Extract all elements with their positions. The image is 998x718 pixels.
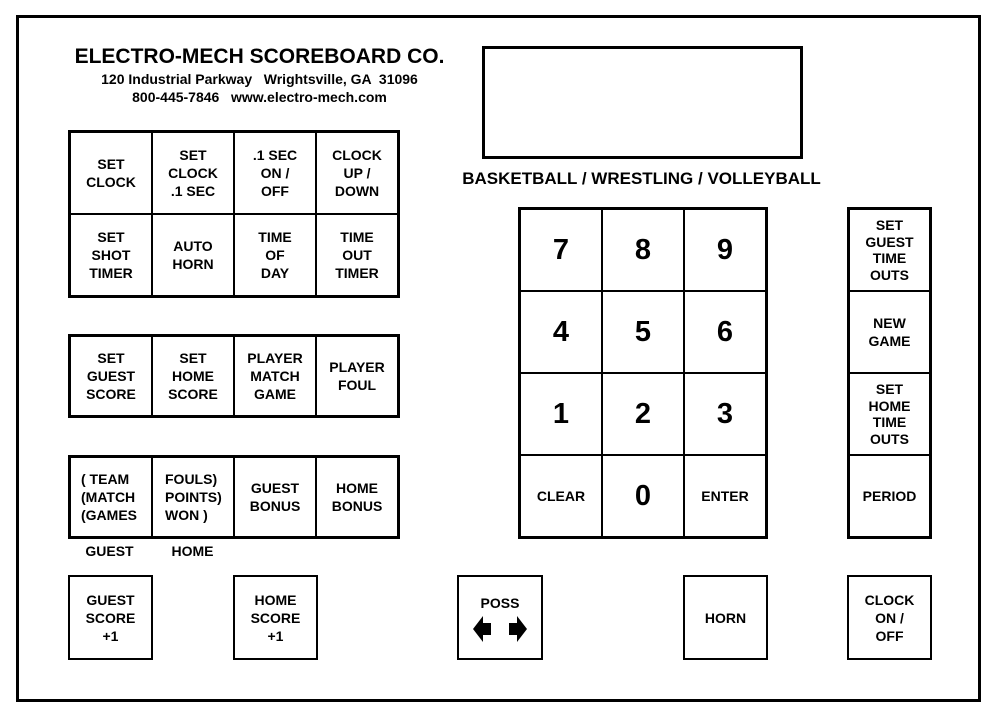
clock-on-off-button[interactable]: CLOCK ON / OFF [847,575,932,660]
home-score-plus-one-button[interactable]: HOME SCORE +1 [233,575,318,660]
set-home-time-outs-button[interactable]: SET HOME TIME OUTS [849,373,930,455]
game-function-keys [847,207,932,539]
company-header [57,44,462,106]
clock-function-keys [68,130,400,298]
home-team-fouls-button[interactable]: FOULS) POINTS) WON ) [152,457,234,537]
home-bonus-button[interactable]: HOME BONUS [316,457,398,537]
home-label: HOME [171,543,214,559]
company-address: 120 Industrial Parkway Wrightsville, GA 31096 [101,71,418,87]
company-name: ELECTRO-MECH SCOREBOARD CO. [74,45,445,68]
new-game-button[interactable]: NEW GAME [849,291,930,373]
guest-team-fouls-button[interactable]: ( TEAM (MATCH (GAMES [70,457,152,537]
horn-button[interactable]: HORN [683,575,768,660]
key-3[interactable]: 3 [684,373,766,455]
set-shot-timer-button[interactable]: SET SHOT TIMER [70,214,152,296]
sport-modes-label: BASKETBALL / WRESTLING / VOLLEYBALL [462,169,821,188]
guest-label: GUEST [85,543,134,559]
key-8[interactable]: 8 [602,209,684,291]
clock-up-down-button[interactable]: CLOCK UP / DOWN [316,132,398,214]
tenth-sec-toggle-button[interactable]: .1 SEC ON / OFF [234,132,316,214]
period-button[interactable]: PERIOD [849,455,930,537]
set-home-score-button[interactable]: SET HOME SCORE [152,336,234,416]
team-function-keys [68,455,400,539]
key-9[interactable]: 9 [684,209,766,291]
set-guest-time-outs-button[interactable]: SET GUEST TIME OUTS [849,209,930,291]
set-clock-tenth-button[interactable]: SET CLOCK .1 SEC [152,132,234,214]
player-match-game-button[interactable]: PLAYER MATCH GAME [234,336,316,416]
company-contact: 800-445-7846 www.electro-mech.com [132,89,387,105]
lcd-display [482,46,803,159]
guest-score-plus-one-button[interactable]: GUEST SCORE +1 [68,575,153,660]
enter-key[interactable]: ENTER [684,455,766,537]
set-guest-score-button[interactable]: SET GUEST SCORE [70,336,152,416]
key-1[interactable]: 1 [520,373,602,455]
arrow-right-icon [509,616,527,642]
set-clock-button[interactable]: SET CLOCK [70,132,152,214]
numeric-keypad [518,207,768,539]
time-out-timer-button[interactable]: TIME OUT TIMER [316,214,398,296]
clear-key[interactable]: CLEAR [520,455,602,537]
arrow-left-icon [473,616,491,642]
key-5[interactable]: 5 [602,291,684,373]
guest-bonus-button[interactable]: GUEST BONUS [234,457,316,537]
key-2[interactable]: 2 [602,373,684,455]
time-of-day-button[interactable]: TIME OF DAY [234,214,316,296]
key-0[interactable]: 0 [602,455,684,537]
score-function-keys [68,334,400,418]
key-6[interactable]: 6 [684,291,766,373]
key-4[interactable]: 4 [520,291,602,373]
player-foul-button[interactable]: PLAYER FOUL [316,336,398,416]
auto-horn-button[interactable]: AUTO HORN [152,214,234,296]
possession-button[interactable] [457,575,543,660]
possession-label: POSS [480,594,520,611]
possession-arrows [473,616,527,642]
key-7[interactable]: 7 [520,209,602,291]
